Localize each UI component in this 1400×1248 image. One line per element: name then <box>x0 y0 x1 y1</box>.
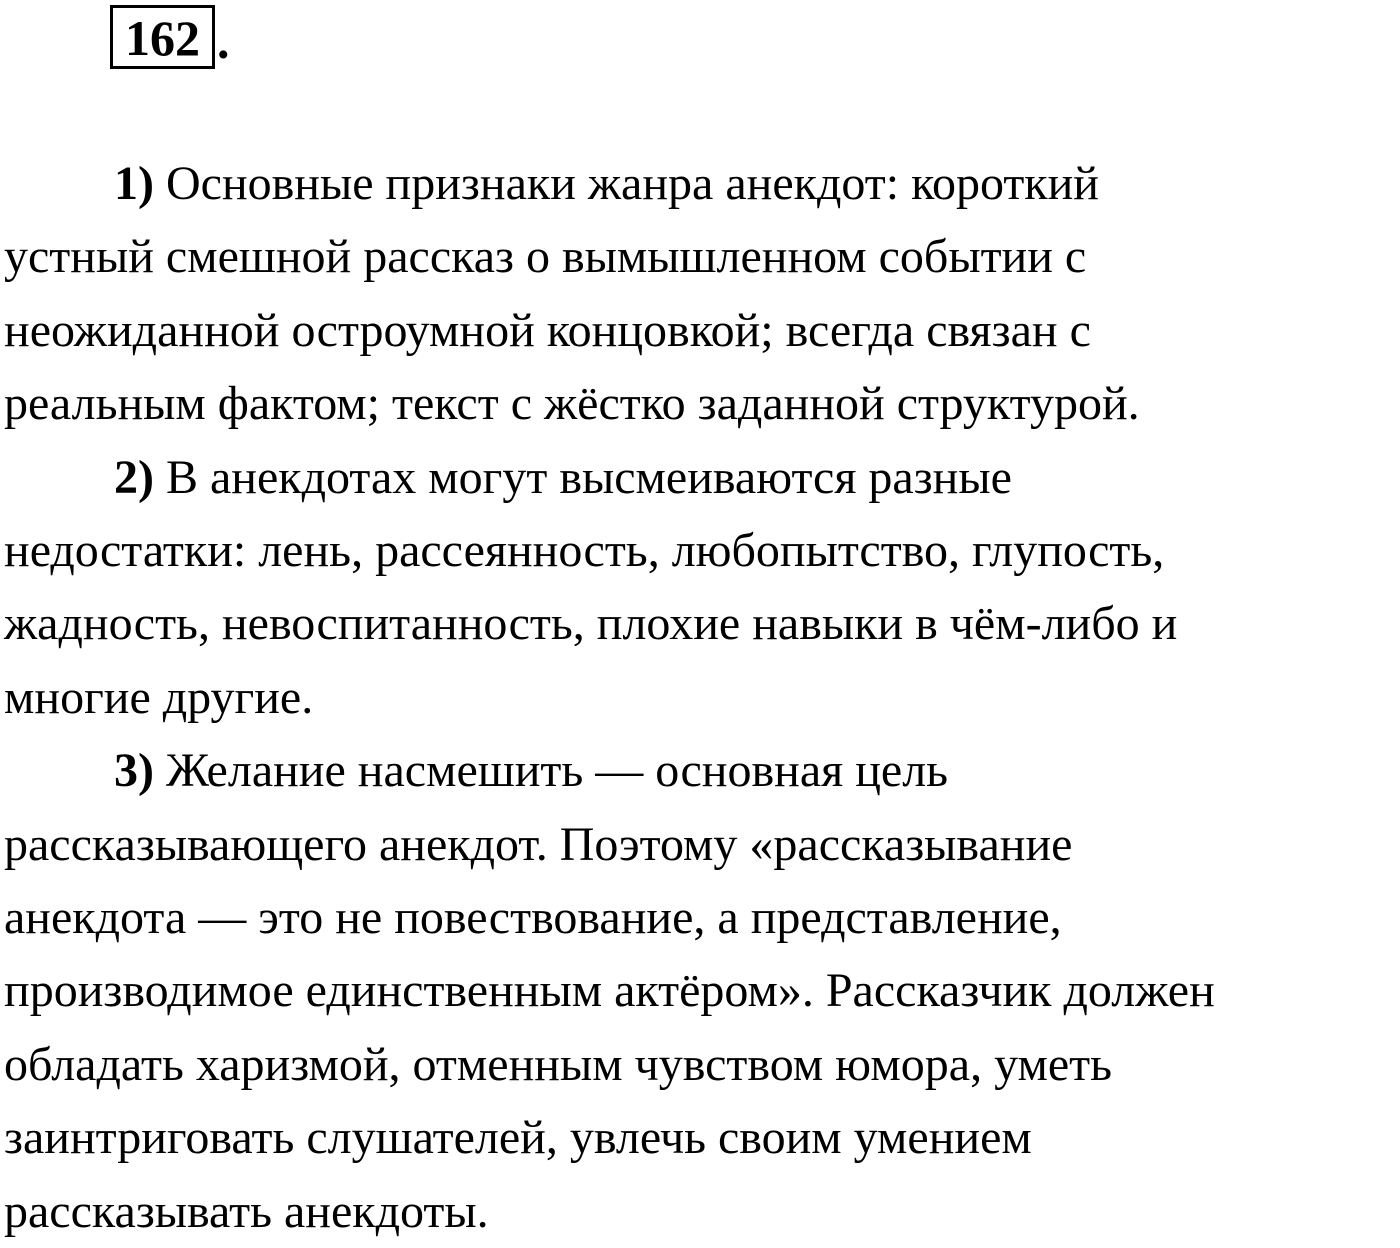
paragraph-line: обладать харизмой, отменным чувством юмора, уметь <box>4 1037 1112 1091</box>
paragraph-line: неожиданной остроумной концовкой; всегда связан с <box>4 303 1091 357</box>
paragraph-line <box>4 734 1398 807</box>
paragraph-3 <box>4 734 1398 1248</box>
paragraph-line: рассказывающего анекдот. Поэтому «рассказывание <box>4 817 1073 871</box>
paragraph-line: рассказывать анекдоты. <box>4 1184 489 1238</box>
paragraph-line: устный смешной рассказ о вымышленном событии с <box>4 230 1087 284</box>
paragraph-line: анекдота — это не повествование, а представление, <box>4 891 1062 945</box>
paragraph-line: производимое единственным актёром». Рассказчик должен <box>4 964 1215 1018</box>
paragraph-line: жадность, невоспитанность, плохие навыки в чём-либо и <box>4 597 1178 651</box>
task-number-dot: . <box>217 13 230 69</box>
paragraph-1 <box>4 147 1398 441</box>
paragraph-line: многие другие. <box>4 670 314 724</box>
paragraph-line <box>4 147 1398 220</box>
paragraph-marker: 3) <box>114 744 154 798</box>
line-text: В анекдотах могут высмеиваются разные <box>165 450 1012 504</box>
paragraph-line: реальным фактом; текст с жёстко заданной структурой. <box>4 377 1140 431</box>
paragraph-line <box>4 441 1398 514</box>
task-number-box: 162 <box>110 5 215 69</box>
paragraph-2 <box>4 441 1398 735</box>
task-header <box>110 5 230 69</box>
paragraph-marker: 2) <box>114 450 154 504</box>
line-text: Желание насмешить — основная цель <box>165 744 949 798</box>
answer-text <box>4 147 1398 1248</box>
paragraph-line: недостатки: лень, рассеянность, любопытство, глупость, <box>4 524 1165 578</box>
paragraph-line: заинтриговать слушателей, увлечь своим умением <box>4 1111 1032 1165</box>
line-text: Основные признаки жанра анекдот: короткий <box>165 157 1099 210</box>
paragraph-marker: 1) <box>114 157 154 210</box>
